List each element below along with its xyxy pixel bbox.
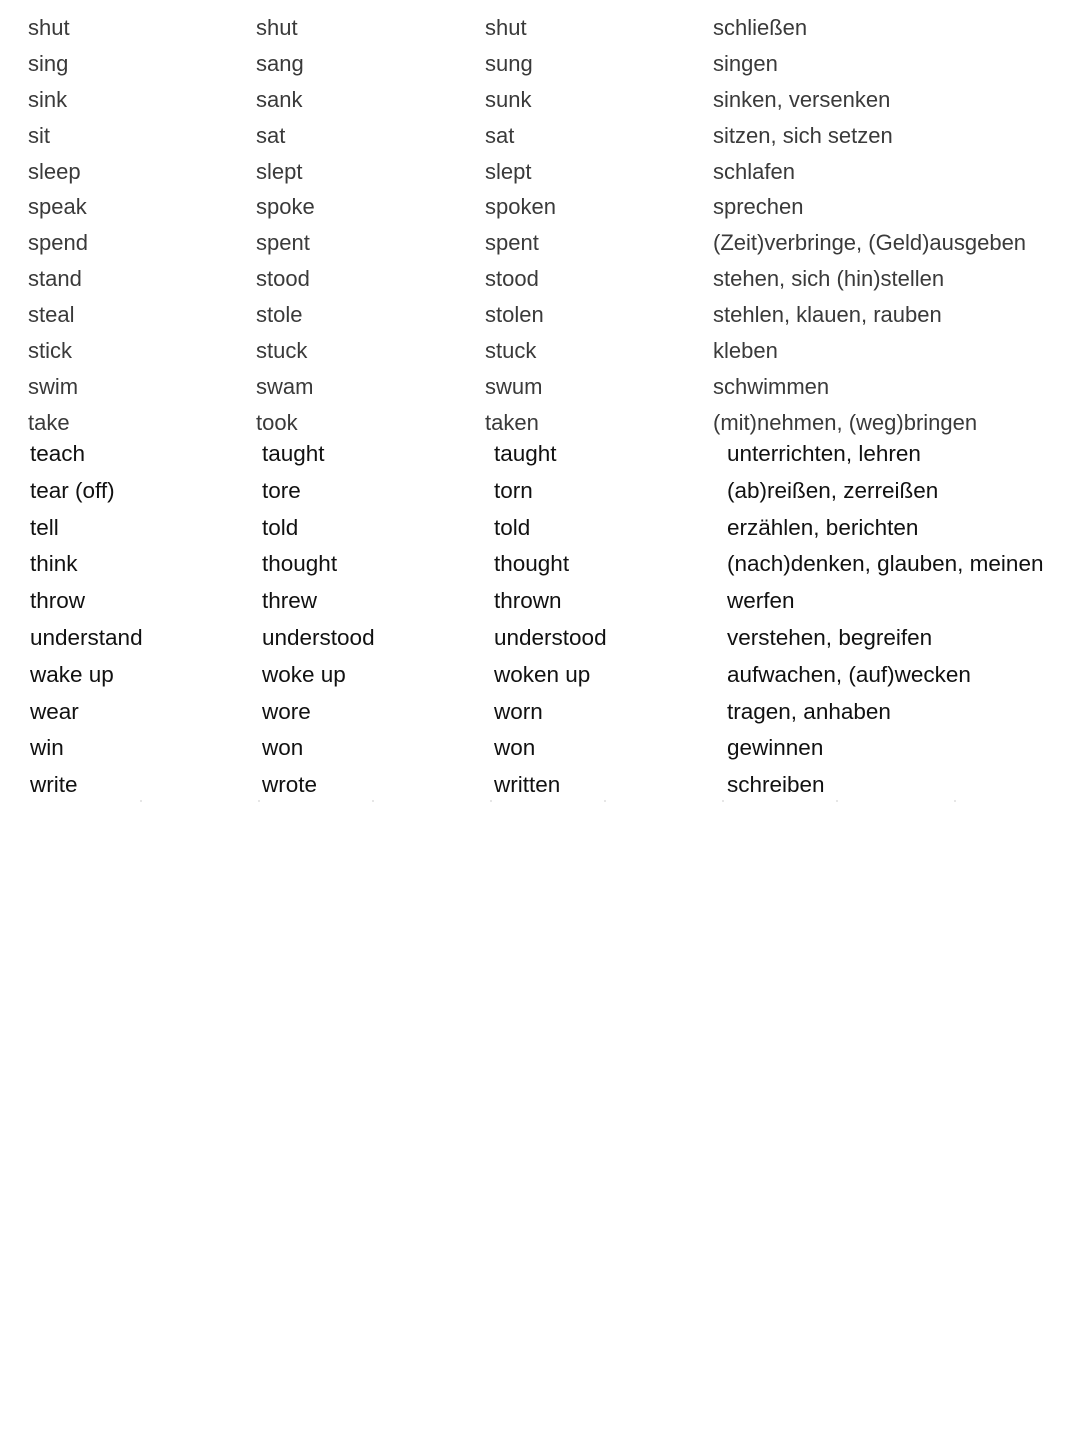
german-translation-cell: gewinnen xyxy=(727,735,824,761)
simple-past-cell: threw xyxy=(262,588,318,614)
simple-past-cell: taught xyxy=(262,441,325,466)
past-participle-cell: spent xyxy=(485,230,539,256)
table-row xyxy=(0,47,1080,83)
table-row xyxy=(0,511,1080,548)
german-translation-cell: werfen xyxy=(727,588,795,614)
table-border-dots xyxy=(0,800,1080,802)
simple-past-cell: shut xyxy=(256,15,298,40)
past-participle-cell: stuck xyxy=(485,338,537,364)
table-row xyxy=(0,658,1080,695)
german-translation-cell: tragen, anhaben xyxy=(727,698,891,724)
german-translation-cell: verstehen, begreifen xyxy=(727,624,933,650)
verb-table-section-2 xyxy=(0,437,1080,805)
table-row xyxy=(0,262,1080,298)
past-participle-cell: slept xyxy=(485,158,532,184)
german-translation-cell: (nach)denken, glauben, meinen xyxy=(727,551,1044,577)
infinitive-cell: wake up xyxy=(30,661,114,687)
simple-past-cell: tore xyxy=(262,477,301,503)
infinitive-cell: write xyxy=(30,772,78,798)
simple-past-cell: swam xyxy=(256,373,314,399)
table-row xyxy=(0,695,1080,732)
table-row xyxy=(0,11,1080,47)
infinitive-cell: wear xyxy=(30,698,79,724)
german-translation-cell: kleben xyxy=(713,338,778,364)
german-translation-cell: schreiben xyxy=(727,772,825,798)
past-participle-cell: told xyxy=(494,514,531,540)
infinitive-cell: stick xyxy=(28,338,72,364)
simple-past-cell: stood xyxy=(256,266,310,292)
german-translation-cell: schlafen xyxy=(713,158,795,184)
past-participle-cell: thought xyxy=(494,551,570,577)
infinitive-cell: shut xyxy=(28,15,70,40)
infinitive-cell: teach xyxy=(30,441,86,466)
infinitive-cell: speak xyxy=(28,194,87,220)
divider-dot xyxy=(140,800,142,802)
german-translation-cell: stehlen, klauen, rauben xyxy=(713,302,942,328)
past-participle-cell: stood xyxy=(485,266,539,292)
simple-past-cell: woke up xyxy=(262,661,346,687)
infinitive-cell: spend xyxy=(28,230,88,256)
divider-dot xyxy=(490,800,492,802)
infinitive-cell: tell xyxy=(30,514,59,540)
german-translation-cell: schwimmen xyxy=(713,373,830,399)
table-row xyxy=(0,731,1080,768)
past-participle-cell: understood xyxy=(494,624,607,650)
verb-table-section-1 xyxy=(0,11,1080,442)
simple-past-cell: sang xyxy=(256,50,304,76)
infinitive-cell: tear (off) xyxy=(30,477,115,503)
past-participle-cell: worn xyxy=(494,698,543,724)
table-row xyxy=(0,226,1080,262)
german-translation-cell: schließen xyxy=(713,15,808,40)
simple-past-cell: won xyxy=(262,735,304,761)
simple-past-cell: sat xyxy=(256,122,286,148)
infinitive-cell: swim xyxy=(28,373,79,399)
german-translation-cell: stehen, sich (hin)stellen xyxy=(713,266,945,292)
infinitive-cell: steal xyxy=(28,302,75,328)
german-translation-cell: (mit)nehmen, (weg)bringen xyxy=(713,409,978,435)
past-participle-cell: shut xyxy=(485,15,527,40)
table-row xyxy=(0,584,1080,621)
simple-past-cell: wore xyxy=(262,698,311,724)
infinitive-cell: sink xyxy=(28,86,68,112)
past-participle-cell: taught xyxy=(494,441,557,466)
past-participle-cell: written xyxy=(494,772,561,798)
infinitive-cell: sleep xyxy=(28,158,81,184)
divider-dot xyxy=(954,800,956,802)
infinitive-cell: throw xyxy=(30,588,86,614)
past-participle-cell: sat xyxy=(485,122,515,148)
simple-past-cell: stuck xyxy=(256,338,308,364)
divider-dot xyxy=(258,800,260,802)
simple-past-cell: told xyxy=(262,514,299,540)
german-translation-cell: unterrichten, lehren xyxy=(727,441,921,466)
table-row xyxy=(0,547,1080,584)
divider-dot xyxy=(372,800,374,802)
past-participle-cell: taken xyxy=(485,409,539,435)
infinitive-cell: think xyxy=(30,551,78,577)
divider-dot xyxy=(722,800,724,802)
infinitive-cell: sit xyxy=(28,122,50,148)
infinitive-cell: sing xyxy=(28,50,69,76)
german-translation-cell: erzählen, berichten xyxy=(727,514,919,540)
infinitive-cell: win xyxy=(30,735,64,761)
table-row xyxy=(0,298,1080,334)
past-participle-cell: sung xyxy=(485,50,533,76)
german-translation-cell: (Zeit)verbringe, (Geld)ausgeben xyxy=(713,230,1027,256)
past-participle-cell: spoken xyxy=(485,194,556,220)
german-translation-cell: singen xyxy=(713,50,778,76)
past-participle-cell: thrown xyxy=(494,588,562,614)
simple-past-cell: understood xyxy=(262,624,375,650)
table-row xyxy=(0,119,1080,155)
german-translation-cell: sinken, versenken xyxy=(713,86,891,112)
past-participle-cell: woken up xyxy=(494,661,591,687)
simple-past-cell: sank xyxy=(256,86,303,112)
simple-past-cell: spent xyxy=(256,230,310,256)
german-translation-cell: sprechen xyxy=(713,194,804,220)
infinitive-cell: understand xyxy=(30,624,143,650)
german-translation-cell: aufwachen, (auf)wecken xyxy=(727,661,971,687)
past-participle-cell: stolen xyxy=(485,302,544,328)
past-participle-cell: torn xyxy=(494,477,533,503)
german-translation-cell: sitzen, sich setzen xyxy=(713,122,893,148)
table-row xyxy=(0,83,1080,119)
german-translation-cell: (ab)reißen, zerreißen xyxy=(727,477,939,503)
simple-past-cell: wrote xyxy=(262,772,318,798)
simple-past-cell: took xyxy=(256,409,298,435)
table-row xyxy=(0,190,1080,226)
divider-dot xyxy=(836,800,838,802)
simple-past-cell: thought xyxy=(262,551,338,577)
table-row xyxy=(0,334,1080,370)
past-participle-cell: won xyxy=(494,735,536,761)
infinitive-cell: take xyxy=(28,409,70,435)
table-row xyxy=(0,474,1080,511)
table-row xyxy=(0,155,1080,191)
past-participle-cell: sunk xyxy=(485,86,532,112)
divider-dot xyxy=(604,800,606,802)
table-row xyxy=(0,370,1080,406)
simple-past-cell: spoke xyxy=(256,194,315,220)
infinitive-cell: stand xyxy=(28,266,82,292)
table-row xyxy=(0,621,1080,658)
past-participle-cell: swum xyxy=(485,373,543,399)
simple-past-cell: stole xyxy=(256,302,303,328)
simple-past-cell: slept xyxy=(256,158,303,184)
table-row xyxy=(0,437,1080,474)
